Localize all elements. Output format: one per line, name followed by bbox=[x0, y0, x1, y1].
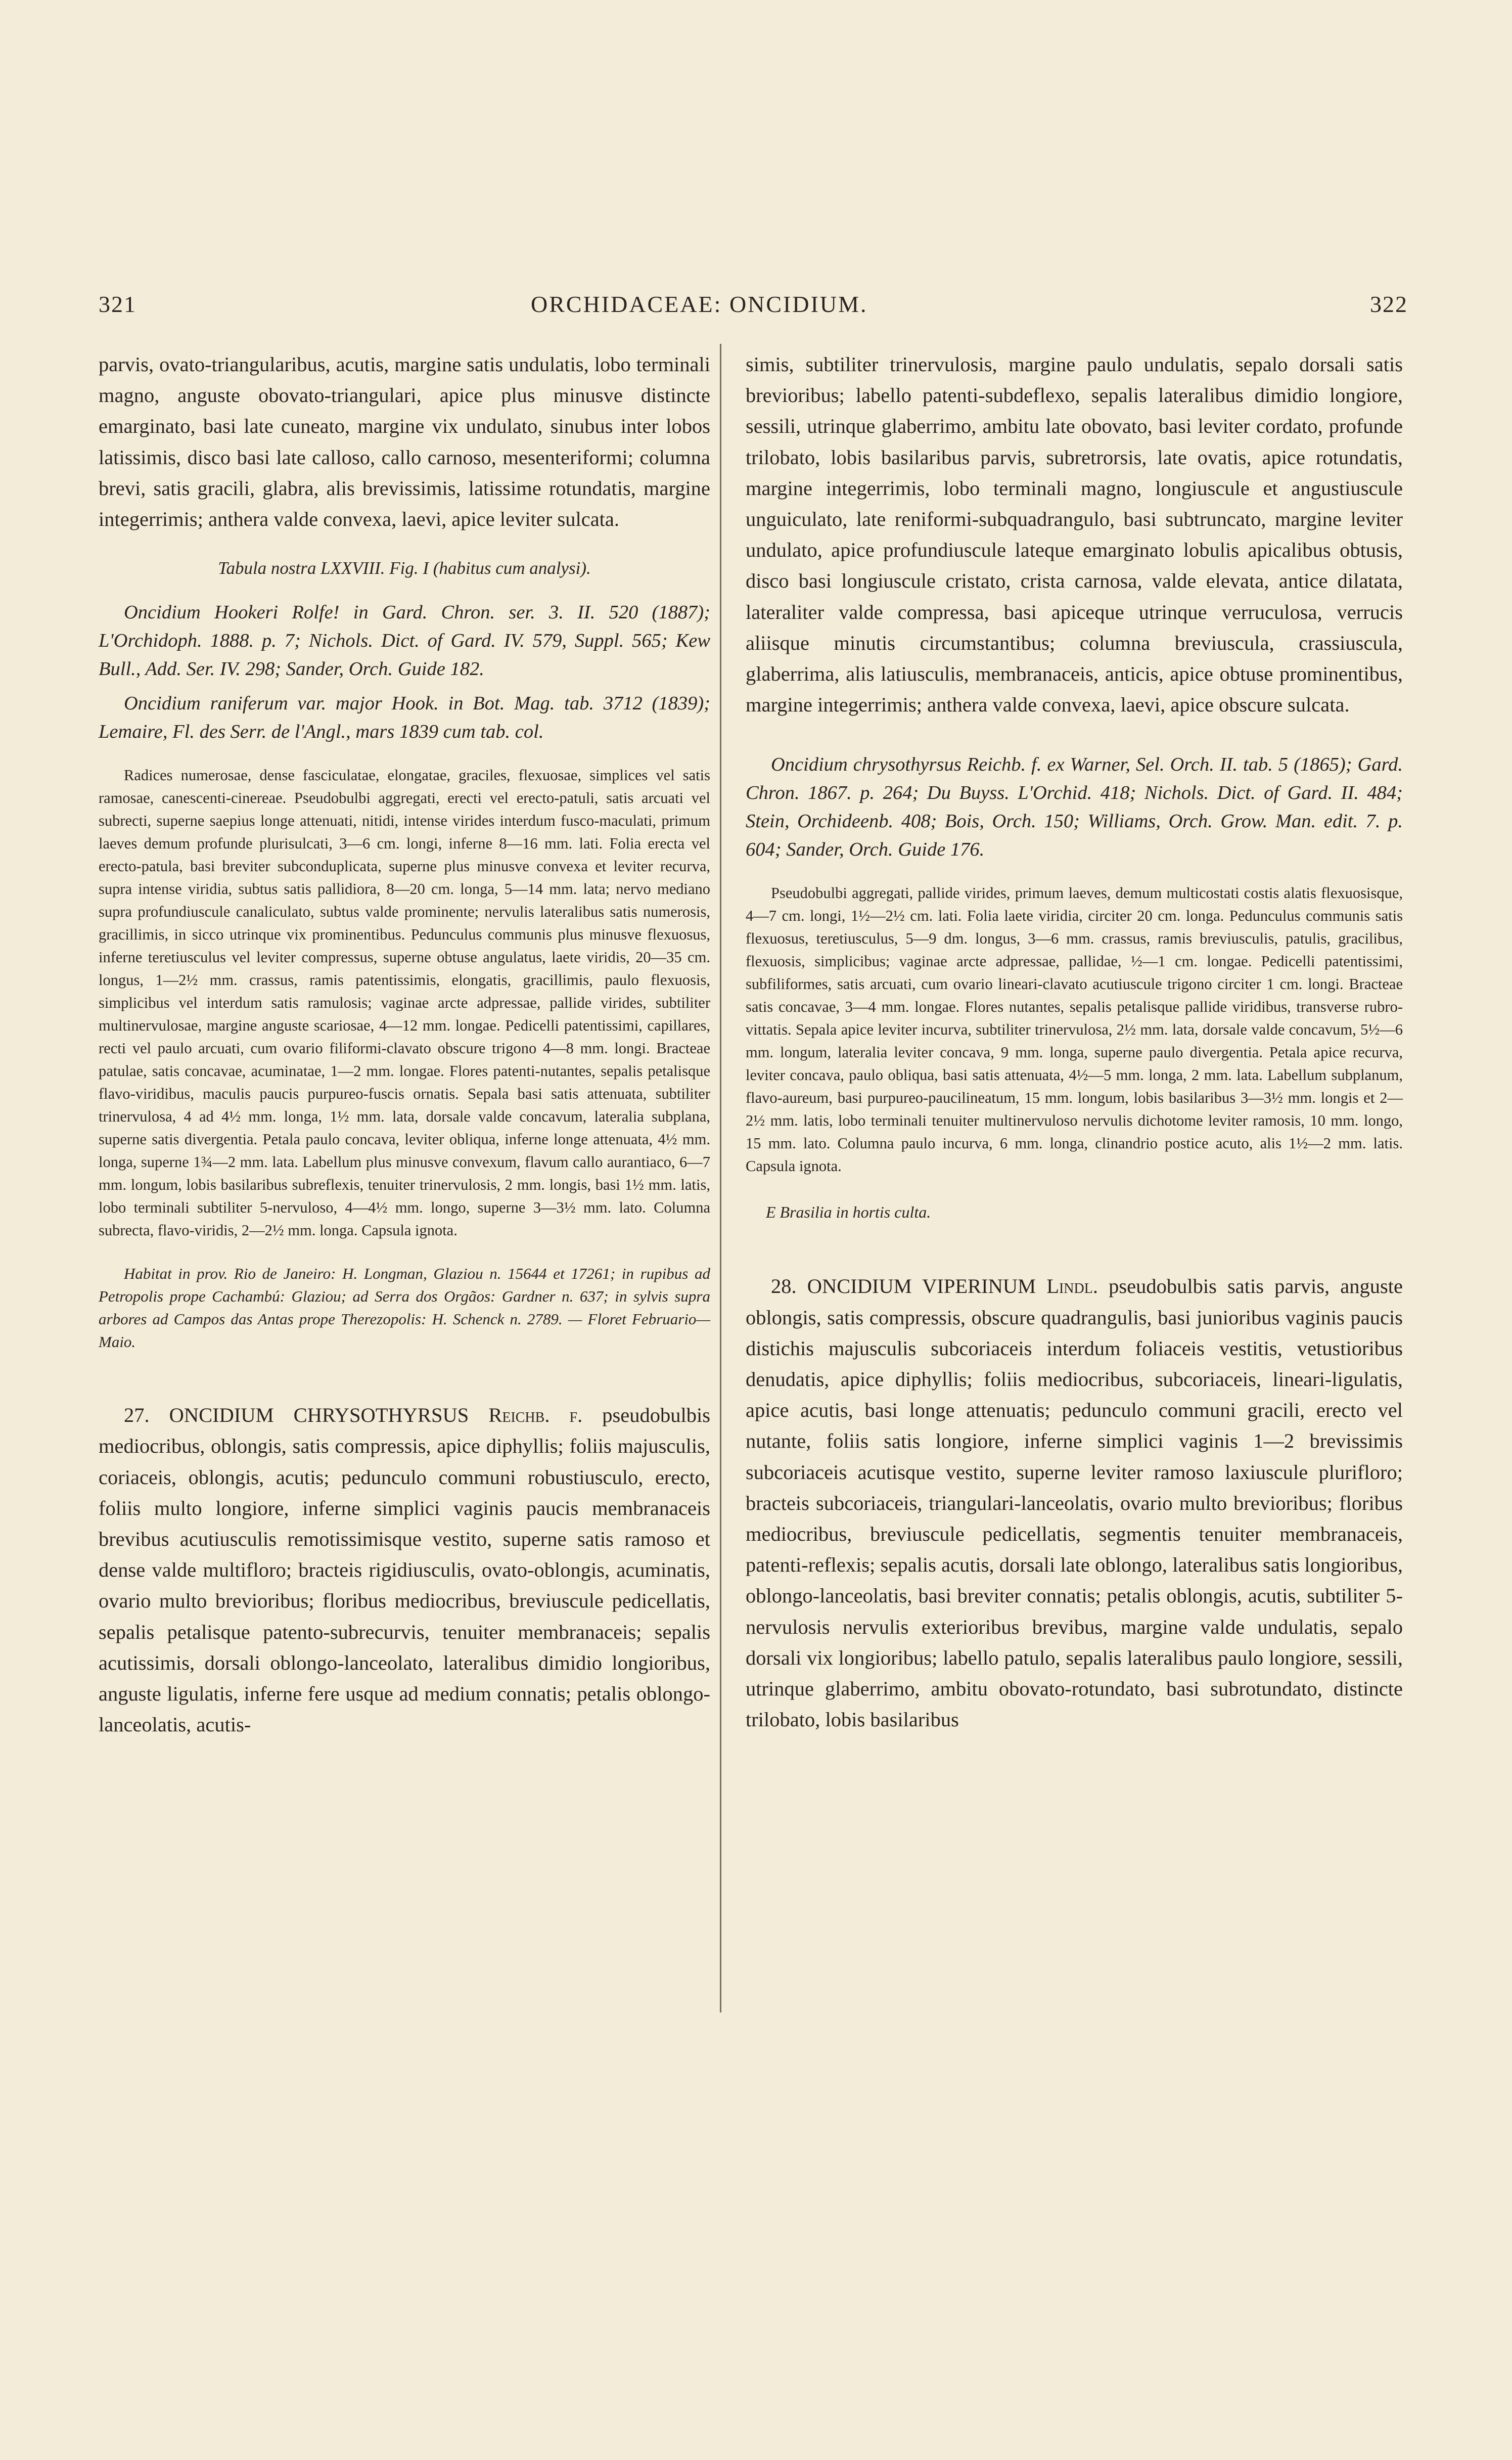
column-divider bbox=[720, 344, 721, 2012]
left-column bbox=[99, 349, 710, 1740]
page-number-left: 321 bbox=[99, 291, 136, 317]
page-header bbox=[99, 291, 1408, 321]
plate-caption: Tabula nostra LXXVIII. Fig. I (habitus cum analysi). bbox=[218, 558, 591, 578]
synonym-reference-raniferum: Oncidium raniferum var. major Hook. in Bot. Mag. tab. 3712 (1839); Lemaire, Fl. des Serr. de l'Angl., mars 1839 cum tab. col. bbox=[99, 693, 710, 743]
species-heading-27: 27. ONCIDIUM CHRYSOTHYRSUS Reichb. f. bbox=[124, 1404, 583, 1427]
page-number-right: 322 bbox=[1370, 291, 1408, 317]
species-diagnosis-28: pseudobulbis satis parvis, anguste oblongis, satis compressis, obscure quadrangulis, basi junioribus vaginis paucis distichis majusculis subcoriaceis interdum foliaceis vestitis, vetustioribus denudatis, apice diphyllis; foliis mediocribus, subcoriaceis, lineari-ligulatis, apice acutis, basi longe attenuatis; pedunculo communi gracili, erecto vel nutante, foliis satis longiore, inferne simplici vaginis 1—2 brevissimis subcoriaceis acutisque vestito, superne leviter ramoso laxiuscule plurifloro; bracteis subcoriaceis, triangulari-lanceolatis, ovario multo brevioribus; floribus mediocribus, breviuscule pedicellatis, segmentis tenuiter membranaceis, patenti-reflexis; sepalis acutis, dorsali late oblongo, lateralibus satis longioribus, oblongo-lanceolatis, basi breviter connatis; petalis oblongis, acutis, subtiliter 5-nervulosis nervulis exterioribus brevibus, margine valde undulatis, sepalo dorsali vix longioribus; labello patulo, sepalis lateralibus paulo longiore, sessili, utrinque glaberrimo, ambitu obovato-rotundato, basi subrotundato, distincte trilobato, lobis basilaribus bbox=[746, 1275, 1403, 1731]
species-entry-28 bbox=[746, 1271, 1403, 1735]
species-heading-28: 28. ONCIDIUM VIPERINUM Lindl. bbox=[771, 1275, 1098, 1298]
running-title: ORCHIDACEAE: ONCIDIUM. bbox=[531, 291, 868, 317]
detailed-description-hookeri: Radices numerosae, dense fasciculatae, elongatae, graciles, flexuosae, simplices vel satis ramosae, canescenti-cinereae. Pseudobulbi aggregati, erecti vel erecto-patuli, satis arcuati vel subrecti, superne saepius longe attenuati, nitidi, intense virides interdum fusco-maculati, primum laeves demum profunde plurisulcati, 3—6 cm. longi, inferne 8—16 mm. lati. Folia erecta vel erecto-patula, basi breviter subconduplicata, superne plus minusve convexa et leviter recurva, supra intense viridia, subtus satis pallidiora, 8—20 cm. longa, 5—14 mm. lata; nervo mediano supra profundiuscule canaliculato, subtus valde prominente; nervulis lateralibus satis numerosis, gracillimis, in sicco utrinque vix prominentibus. Pedunculus communis plus minusve flexuosus, inferne teretiusculus vel leviter compressus, superne obtuse angulatus, laete viridis, 20—35 cm. longus, 1—2½ mm. crassus, ramis patentissimis, elongatis, gracillimis, paulo flexuosis, simplicibus vel interdum satis ramulosis; vaginae arcte adpressae, pallide virides, subtiliter multinervulosae, margine anguste scariosae, 4—12 mm. longae. Pedicelli patentissimi, capillares, recti vel paulo arcuati, cum ovario filiformi-clavato obscure trigono 4—8 mm. longi. Bracteae patulae, satis concavae, acuminatae, 1—2 mm. longae. Flores patenti-nutantes, sepalis petalisque flavo-viridibus, maculis paucis purpureo-fuscis ornatis. Sepala basi satis attenuata, subtiliter trinervulosa, 4 ad 4½ mm. longa, 1½ mm. lata, dorsale valde concavum, lateralia subplana, superne satis divergentia. Petala paulo concava, leviter obliqua, inferne longe attenuata, 4½ mm. longa, superne 1¾—2 mm. lata. Labellum plus minusve convexum, flavum callo aurantiaco, 6—7 mm. longum, lobis basilaribus subreflexis, tenuiter trinervulosis, 2 mm. longis, basi 1½ mm. latis, lobo terminali subtiliter 5-nervuloso, 4—4½ mm. longo, superne 3—3½ mm. lato. Columna subrecta, flavo-viridis, 2—2½ mm. longa. Capsula ignota. bbox=[99, 767, 710, 1239]
synonym-reference-hookeri: Oncidium Hookeri Rolfe! in Gard. Chron. ser. 3. II. 520 (1887); L'Orchidoph. 1888. p. 7; Nichols. Dict. of Gard. IV. 579, Suppl. 565; Kew Bull., Add. Ser. IV. 298; Sander, Orch. Guide 182. bbox=[99, 602, 710, 680]
habitat-hookeri: Habitat in prov. Rio de Janeiro: H. Longman, Glaziou n. 15644 et 17261; in rupibus ad Petropolis prope Cachambú: Glaziou; ad Serra dos Orgãos: Gardner n. 637; in sylvis supra arbores ad Campos das Antas prope Therezopolis: H. Schenck n. 2789. — Floret Februario—Maio. bbox=[99, 1265, 710, 1351]
habitat-chrysothyrsus: E Brasilia in hortis culta. bbox=[766, 1203, 931, 1222]
right-continued-description: simis, subtiliter trinervulosis, margine paulo undulatis, sepalo dorsali satis brevioribus; labello patenti-subdeflexo, sepalis lateralibus dimidio longiore, sessili, utrinque glaberrimo, ambitu late obovato, basi leviter cordato, profunde trilobato, lobis basilaribus parvis, subretrorsis, late ovatis, apice rotundatis, margine integerrimis, lobo terminali magno, longiuscule et angustiuscule unguiculato, late reniformi-subquadrangulo, basi subtruncato, margine leviter undulato, apice profundiuscule lateque emarginato lobulis apicalibus obtusis, disco basi longiuscule cristato, crista carnosa, valde elevata, antice dilatata, lateraliter valde compressa, basi apiceque utrinque verruculosa, verrucis aliisque minutis circumstantibus; columna breviuscula, crassiuscula, glaberrima, alis latiusculis, membranaceis, anticis, apice obtuse prominentibus, margine integerrimis; anthera valde convexa, laevi, apice obscure sulcata. bbox=[746, 353, 1403, 717]
left-continued-description: parvis, ovato-triangularibus, acutis, margine satis undulatis, lobo terminali magno, anguste obovato-triangulari, apice plus minusve distincte emarginato, basi late cuneato, margine vix undulato, sinubus inter lobos latissimis, disco basi late calloso, callo carnoso, mesenteriformi; columna brevi, satis gracili, glabra, alis brevissimis, latissime rotundatis, margine integerrimis; anthera valde convexa, laevi, apice leviter sulcata. bbox=[99, 353, 710, 531]
species-entry-27 bbox=[99, 1400, 710, 1740]
species-diagnosis-27: pseudobulbis mediocribus, oblongis, satis compressis, apice diphyllis; foliis majusculis, coriaceis, oblongis, acutis; pedunculo communi robustiusculo, erecto, foliis multo longiore, inferne simplici vaginis paucis membranaceis brevibus acutiusculis remotissimisque vestito, superne satis ramoso et dense valde multifloro; bracteis rigidiusculis, ovato-oblongis, acuminatis, ovario multo brevioribus; floribus mediocribus, breviuscule pedicellatis, sepalis petalisque patento-subrecurvis, tenuiter membranaceis; sepalis acutissimis, dorsali oblongo-lanceolato, lateralibus dimidio longioribus, anguste ligulatis, inferne fere usque ad medium connatis; petalis oblongo-lanceolatis, acutis- bbox=[99, 1404, 711, 1736]
synonym-reference-chrysothyrsus: Oncidium chrysothyrsus Reichb. f. ex Warner, Sel. Orch. II. tab. 5 (1865); Gard. Chron. 1867. p. 264; Du Buyss. L'Orchid. 418; Nichols. Dict. of Gard. II. 484; Stein, Orchideenb. 408; Bois, Orch. 150; Williams, Orch. Grow. Man. edit. 7. p. 604; Sander, Orch. Guide 176. bbox=[746, 754, 1403, 861]
detailed-description-chrysothyrsus: Pseudobulbi aggregati, pallide virides, primum laeves, demum multicostati costis alatis flexuosisque, 4—7 cm. longi, 1½—2½ cm. lati. Folia laete viridia, circiter 20 cm. longa. Pedunculus communis satis flexuosus, teretiusculus, 5—9 dm. longus, 3—6 mm. crassus, ramis breviusculis, patulis, gracilibus, flexuosis, simplicibus; vaginae arcte adpressae, pallidae, ½—1 cm. longae. Pedicelli patentissimi, subfiliformes, satis arcuati, cum ovario lineari-clavato acutiuscule trigono circiter 1 cm. longi. Bracteae satis concavae, 3—4 mm. longae. Flores nutantes, sepalis petalisque pallide viridibus, transverse rubro-vittatis. Sepala apice leviter incurva, subtiliter trinervulosa, 2½ mm. lata, dorsale valde concavum, 5½—6 mm. longum, lateralia leviter concava, 9 mm. longa, superne paulo divergentia. Petala apice recurva, leviter concava, paulo obliqua, basi satis attenuata, 4½—5 mm. longa, 2 mm. lata. Labellum subplanum, flavo-aureum, basi purpureo-paucilineatum, 15 mm. longum, lobis basilaribus 3—3½ mm. longis et 2—2½ mm. latis, lobo terminali tenuiter multinervuloso nervulis dichotome leviter ramosis, 10 mm. longo, 15 mm. lato. Columna paulo incurva, 6 mm. longa, clinandrio postice acuto, alis 1½—2 mm. latis. Capsula ignota. bbox=[746, 884, 1403, 1175]
right-column bbox=[746, 349, 1403, 1735]
